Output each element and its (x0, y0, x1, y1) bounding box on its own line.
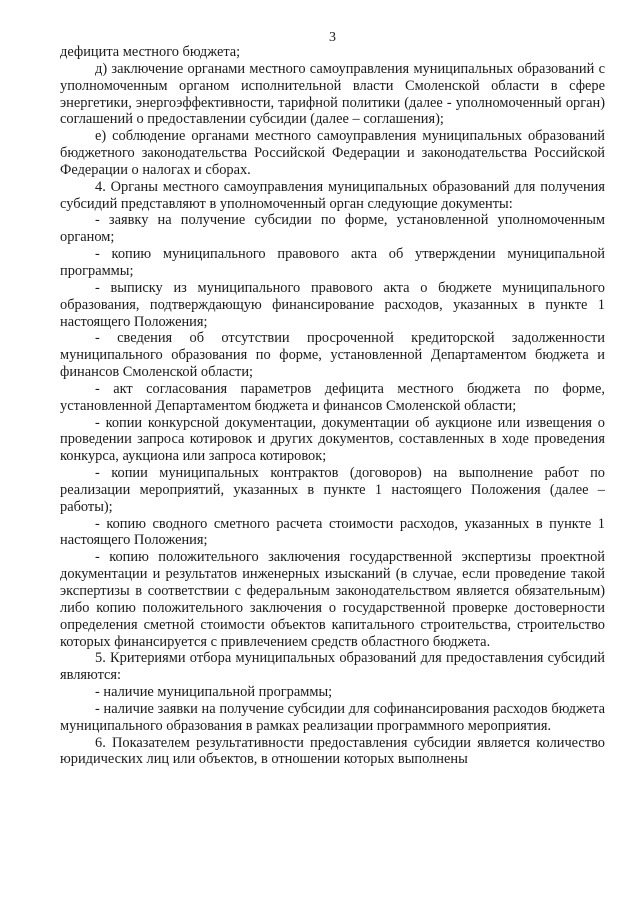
paragraph: - копии конкурсной документации, документации об аукционе или извещения о проведении запроса котировок и других документов, составленных в ходе проведения конкурса, аукциона или запроса котировок; (60, 414, 605, 465)
paragraph: - сведения об отсутствии просроченной кредиторской задолженности муниципального образования по форме, установленной Департаментом бюджета и финансов Смоленской области; (60, 330, 605, 381)
paragraph: д) заключение органами местного самоуправления муниципальных образований с уполномоченным органом исполнительной власти Смоленской области в сфере энергетики, энергоэффективности, тарифной политики (далее - уполномоченный орган) соглашений о предоставлении субсидии (далее – соглашения); (60, 60, 605, 128)
paragraph: е) соблюдение органами местного самоуправления муниципальных образований бюджетного законодательства Российской Федерации и законодательства Российской Федерации о налогах и сборах. (60, 128, 605, 178)
page-number: 3 (329, 30, 336, 45)
paragraph: - наличие муниципальной программы; (95, 684, 333, 701)
paragraph: - заявку на получение субсидии по форме, установленной уполномоченным органом; (60, 212, 605, 246)
paragraph: - копию сводного сметного расчета стоимости расходов, указанных в пункте 1 настоящего Положения; (60, 515, 605, 549)
paragraph: 6. Показателем результативности предоставления субсидии является количество юридических лиц или объектов, в отношении которых выполнены (60, 734, 605, 768)
paragraph: - копию положительного заключения государственной экспертизы проектной документации и результатов инженерных изысканий (в случае, если проведение такой экспертизы в соответствии с федеральным законодательством является обязательным) либо копию положительного заключения о государственной проверке достоверности определения сметной стоимости объектов капитального строительства, строительство которых финансируется с привлечением средств областного бюджета. (60, 549, 605, 650)
paragraph: дефицита местного бюджета; (60, 44, 241, 60)
paragraph: - выписку из муниципального правового акта о бюджете муниципального образования, подтверждающую финансирование расходов, указанных в пункте 1 настоящего Положения; (60, 279, 605, 330)
paragraph: - наличие заявки на получение субсидии для софинансирования расходов бюджета муниципального образования в рамках реализации программного мероприятия. (60, 700, 605, 734)
document-body (60, 44, 605, 768)
paragraph: - копии муниципальных контрактов (договоров) на выполнение работ по реализации мероприятий, указанных в пункте 1 настоящего Положения (далее – работы); (60, 465, 605, 515)
paragraph: - акт согласования параметров дефицита местного бюджета по форме, установленной Департаментом бюджета и финансов Смоленской области; (60, 380, 605, 414)
paragraph: 5. Критериями отбора муниципальных образований для предоставления субсидий являются: (60, 650, 605, 684)
paragraph: 4. Органы местного самоуправления муниципальных образований для получения субсидий представляют в уполномоченный орган следующие документы: (60, 178, 605, 212)
paragraph: - копию муниципального правового акта об утверждении муниципальной программы; (60, 246, 605, 279)
